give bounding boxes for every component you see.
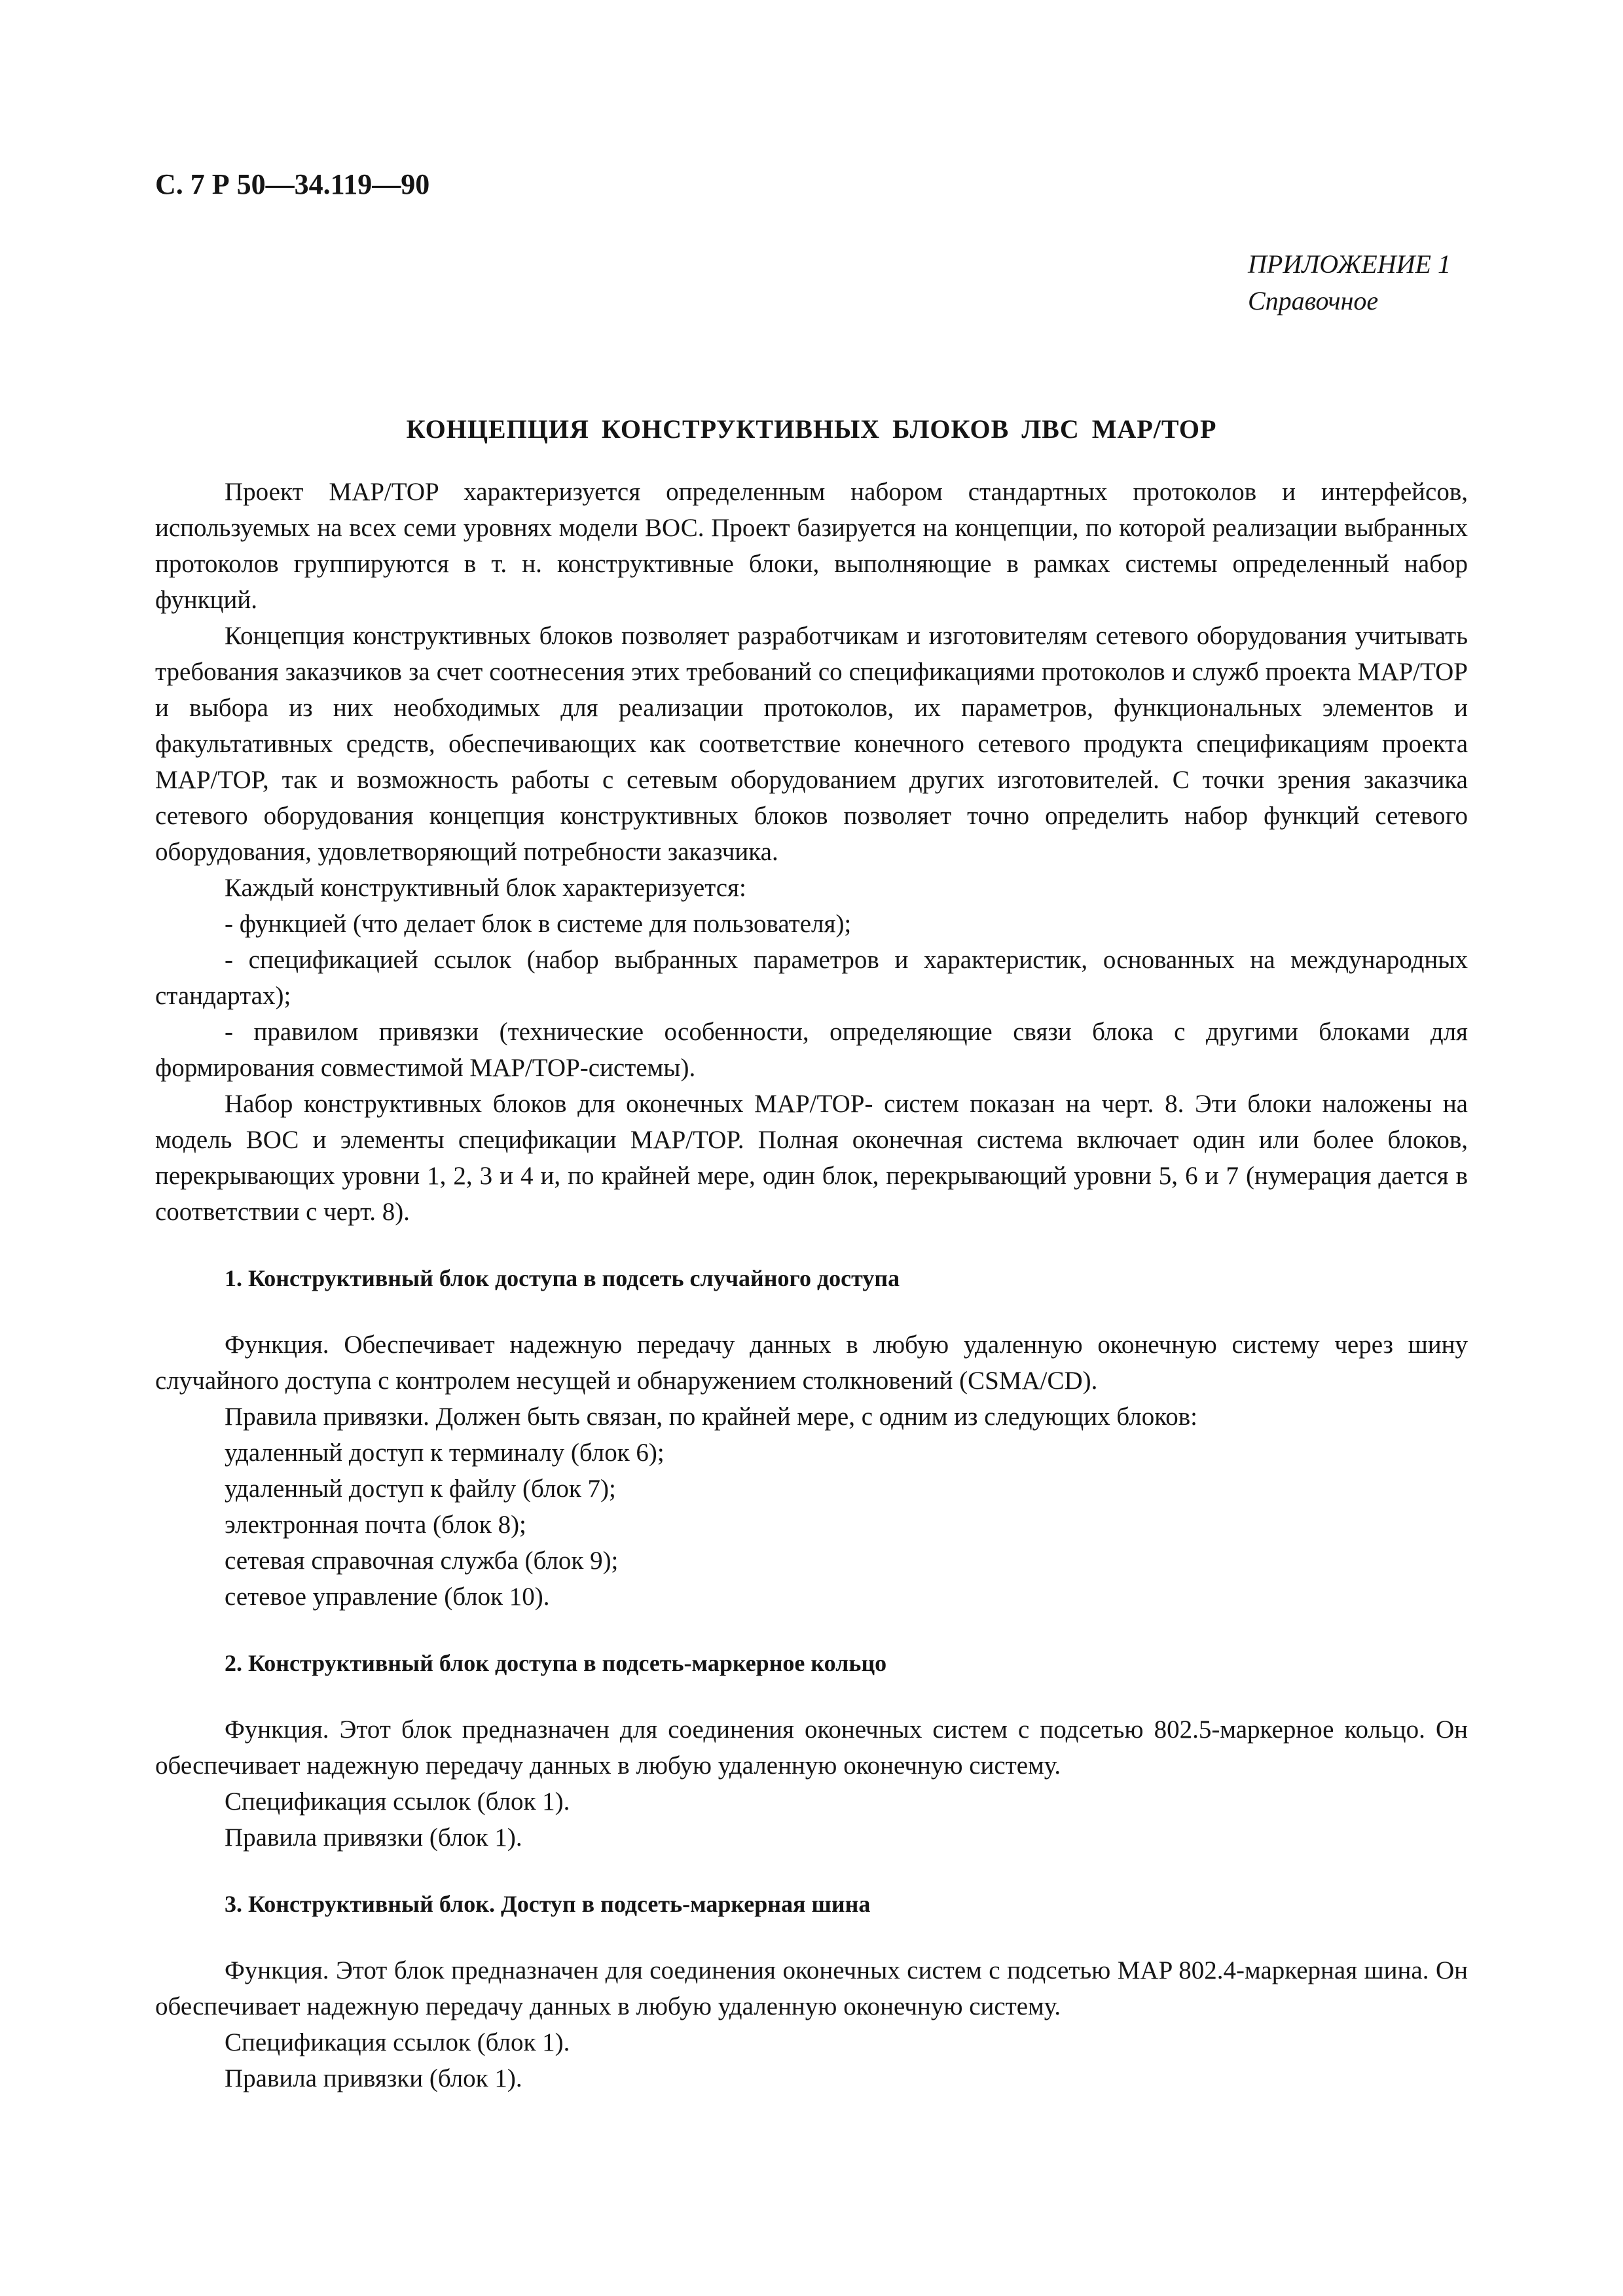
intro-paragraph-3: Каждый конструктивный блок характеризуется:: [225, 874, 746, 902]
section-1-list-item: удаленный доступ к терминалу (блок 6);: [225, 1439, 665, 1467]
section-1-function: Функция. Обеспечивает надежную передачу данных в любую удаленную оконечную систему через шину случайного доступа с контролем несущей и обнаружением столкновений (CSMA/CD).: [155, 1331, 1468, 1395]
intro-paragraph-2: Концепция конструктивных блоков позволяет разработчикам и изготовителям сетевого оборудования учитывать требования заказчиков за счет соотнесения этих требований со спецификациями протоколов и служб проекта MAP/TOP и выбора из них необходимых для реализации протоколов, их параметров, функциональных элементов и факультативных средств, обеспечивающих как соответствие конечного сетевого продукта спецификациям проекта MAP/TOP, так и возможность работы с сетевым оборудованием других изготовителей. С точки зрения заказчика сетевого оборудования концепция конструктивных блоков позволяет точно определить набор функций сетевого оборудования, удовлетворяющий потребности заказчика.: [155, 622, 1468, 866]
section-2-function: Функция. Этот блок предназначен для соединения оконечных систем с подсетью 802.5-маркерное кольцо. Он обеспечивает надежную передачу данных в любую удаленную оконечную систему.: [155, 1715, 1468, 1780]
section-3-heading: 3. Конструктивный блок. Доступ в подсеть-маркерная шина: [225, 1891, 871, 1917]
page-header: С. 7 Р 50—34.119—90: [155, 168, 430, 200]
appendix-label-block: [1248, 246, 1451, 319]
appendix-label: ПРИЛОЖЕНИЕ 1: [1248, 249, 1451, 279]
section-3-rules: Правила привязки (блок 1).: [225, 2064, 522, 2092]
section-2-heading: 2. Конструктивный блок доступа в подсеть-маркерное кольцо: [225, 1650, 887, 1676]
section-1-list-item: удаленный доступ к файлу (блок 7);: [225, 1475, 616, 1503]
section-1-heading: 1. Конструктивный блок доступа в подсеть случайного доступа: [225, 1265, 900, 1291]
intro-bullet-3: - правилом привязки (технические особенности, определяющие связи блока с другими блоками для формирования совместимой MAP/TOP-системы).: [155, 1018, 1468, 1082]
intro-bullet-1: - функцией (что делает блок в системе для пользователя);: [225, 910, 852, 938]
intro-bullet-2: - спецификацией ссылок (набор выбранных параметров и характеристик, основанных на международных стандартах);: [155, 946, 1468, 1010]
intro-paragraph-1: Проект MAP/TOP характеризуется определенным набором стандартных протоколов и интерфейсов, используемых на всех семи уровнях модели ВОС. Проект базируется на концепции, по которой реализации выбранных протоколов группируются в т. н. конструктивные блоки, выполняющие в рамках системы определенный набор функций.: [155, 478, 1468, 614]
appendix-kind: Справочное: [1248, 286, 1379, 315]
section-3-spec: Спецификация ссылок (блок 1).: [225, 2028, 570, 2056]
document-title: КОНЦЕПЦИЯ КОНСТРУКТИВНЫХ БЛОКОВ ЛВС MAP/TOP: [406, 414, 1217, 444]
section-1-list-item: сетевое управление (блок 10).: [225, 1583, 550, 1611]
section-3-function: Функция. Этот блок предназначен для соединения оконечных систем с подсетью MAP 802.4-маркерная шина. Он обеспечивает надежную передачу данных в любую удаленную оконечную систему.: [155, 1956, 1468, 2020]
section-1-list-item: электронная почта (блок 8);: [225, 1511, 526, 1539]
section-1-list-item: сетевая справочная служба (блок 9);: [225, 1547, 619, 1575]
document-body: [155, 411, 1468, 2096]
section-1-rules: Правила привязки. Должен быть связан, по крайней мере, с одним из следующих блоков:: [225, 1403, 1197, 1431]
intro-paragraph-4: Набор конструктивных блоков для оконечных MAP/TOP- систем показан на черт. 8. Эти блоки наложены на модель ВОС и элементы спецификации MAP/TOP. Полная оконечная система включает один или более блоков, перекрывающих уровни 1, 2, 3 и 4 и, по крайней мере, один блок, перекрывающий уровни 5, 6 и 7 (нумерация дается в соответствии с черт. 8).: [155, 1090, 1468, 1226]
section-2-rules: Правила привязки (блок 1).: [225, 1823, 522, 1852]
section-2-spec: Спецификация ссылок (блок 1).: [225, 1787, 570, 1816]
